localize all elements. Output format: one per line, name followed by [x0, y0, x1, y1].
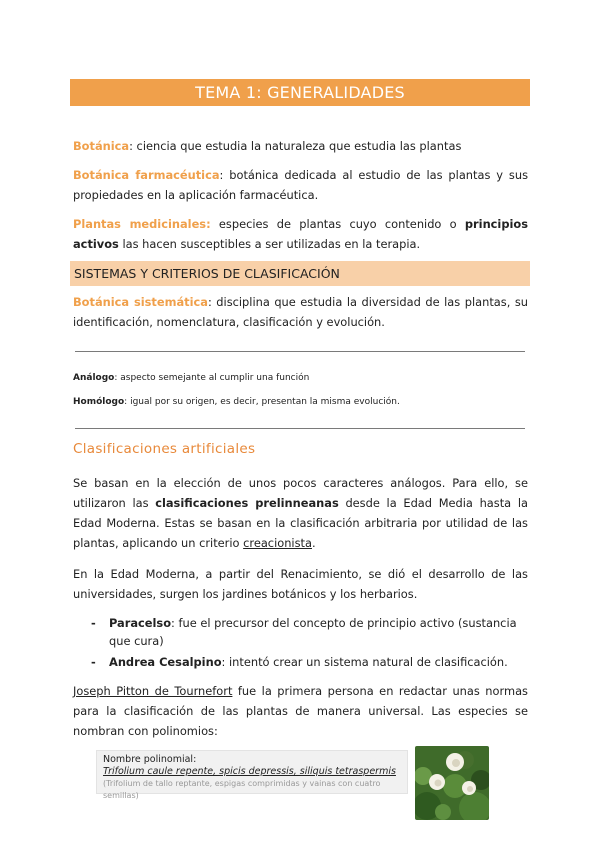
- bullet-dash: -: [91, 616, 96, 630]
- name-cesalpino: Andrea Cesalpino: [109, 655, 222, 669]
- def-sist-text: : disciplina que estudia la diversidad de las plantas, su identificación, nomenclatura, clasificación y evolución.: [73, 295, 528, 329]
- divider-top: [75, 351, 525, 352]
- bullet-paracelso-text: [109, 614, 529, 650]
- def-botanica: [73, 136, 528, 156]
- subsection-heading: Clasificaciones artificiales: [73, 441, 256, 457]
- term-clasificaciones-prelinneanas: clasificaciones prelinneanas: [155, 496, 339, 510]
- def-plantas-medicinales: [73, 214, 528, 254]
- def-med-text-2: las hacen susceptibles a ser utilizadas en la terapia.: [118, 237, 421, 251]
- p3-text: fue la primera persona en redactar unas normas para la clasificación de las plantas de manera universal. Las especies se nombran con polinomios:: [73, 684, 528, 738]
- cesalpino-desc: : intentó crear un sistema natural de clasificación.: [221, 655, 508, 669]
- def-med-text-1: especies de plantas cuyo contenido o: [210, 217, 465, 231]
- note-homologo: [73, 395, 400, 409]
- term-plantas-medicinales: Plantas medicinales:: [73, 217, 211, 231]
- bullet-dash: -: [91, 655, 96, 669]
- polinomio-label: Nombre polinomial:: [103, 754, 197, 765]
- note-analogo: [73, 371, 309, 385]
- term-botanica-farmaceutica: Botánica farmacéutica: [73, 168, 220, 182]
- bullet-paracelso: [91, 614, 531, 650]
- clover-image: [415, 746, 489, 820]
- paracelso-desc: : fue el precursor del concepto de principio activo (sustancia que cura): [109, 616, 517, 648]
- term-homologo: Homólogo: [73, 397, 125, 407]
- divider-bottom: [75, 428, 525, 429]
- p1-text-c: .: [311, 536, 316, 550]
- name-paracelso: Paracelso: [109, 616, 172, 630]
- note-homologo-text: : igual por su origen, es decir, presentan la misma evolución.: [124, 397, 400, 407]
- section-heading: SISTEMAS Y CRITERIOS DE CLASIFICACIÓN: [70, 261, 530, 286]
- clover-photo: [415, 746, 489, 820]
- polinomio-translation: (Trifolium de tallo reptante, espigas comprimidas y vainas con cuatro semillas): [103, 779, 381, 800]
- note-analogo-text: : aspecto semejante al cumplir una función: [114, 373, 310, 383]
- bullet-cesalpino-text: [109, 653, 529, 671]
- paragraph-edad-moderna: En la Edad Moderna, a partir del Renacimiento, se dió el desarrollo de las universidades, surgen los jardines botánicos y los herbarios.: [73, 567, 528, 601]
- term-botanica-sistematica: Botánica sistemática: [73, 295, 208, 309]
- paragraph-prelinneanas: [73, 473, 528, 553]
- p1-text-b: desde la Edad Media hasta la Edad Moderna. Estas se basan en la clasificación arbitraria por utilidad de las plantas, aplicando un criterio: [73, 496, 528, 550]
- bullet-cesalpino: [91, 653, 531, 671]
- page-title: TEMA 1: GENERALIDADES: [70, 79, 530, 106]
- term-analogo: Análogo: [73, 373, 115, 383]
- term-botanica: Botánica: [73, 139, 130, 153]
- paragraph-tournefort: [73, 681, 528, 741]
- def-botanica-sistematica: [73, 292, 528, 332]
- link-creacionista[interactable]: creacionista: [243, 536, 312, 550]
- def-botanica-farmaceutica: [73, 165, 528, 205]
- p1-text-a: Se basan en la elección de unos pocos caracteres análogos. Para ello, se utilizaron las: [73, 476, 528, 510]
- term-principios-activos: principios activos: [73, 217, 528, 251]
- def-farm-text: : botánica dedicada al estudio de las plantas y sus propiedades en la aplicación farmacéutica.: [73, 168, 529, 202]
- link-tournefort[interactable]: Joseph Pitton de Tournefort: [73, 684, 233, 698]
- polinomio-example: [96, 750, 408, 800]
- def-botanica-text: : ciencia que estudia la naturaleza que estudia las plantas: [129, 139, 462, 153]
- polinomio-latin: Trifolium caule repente, spicis depressis, siliquis tetraspermis: [103, 766, 396, 777]
